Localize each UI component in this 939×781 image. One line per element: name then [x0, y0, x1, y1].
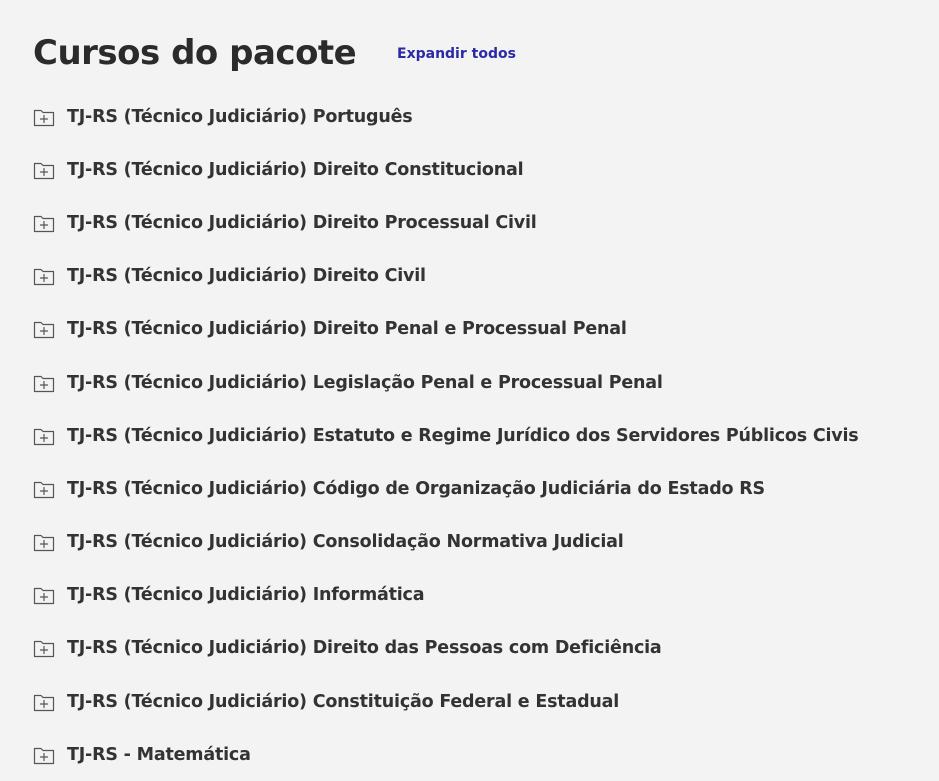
course-label: TJ-RS (Técnico Judiciário) Direito Processual Civil	[67, 212, 537, 233]
course-item[interactable]	[33, 728, 859, 781]
course-item[interactable]	[33, 516, 859, 569]
page-title: Cursos do pacote	[33, 33, 357, 73]
course-label: TJ-RS (Técnico Judiciário) Direito Constitucional	[67, 159, 524, 180]
expand-all-link[interactable]: Expandir todos	[397, 46, 516, 62]
course-item[interactable]	[33, 356, 859, 409]
course-label: TJ-RS (Técnico Judiciário) Legislação Penal e Processual Penal	[67, 372, 663, 393]
course-label: TJ-RS (Técnico Judiciário) Consolidação Normativa Judicial	[67, 532, 624, 553]
folder-plus-icon[interactable]	[33, 585, 55, 605]
course-label: TJ-RS (Técnico Judiciário) Direito das Pessoas com Deficiência	[67, 638, 662, 659]
folder-plus-icon[interactable]	[33, 160, 55, 180]
folder-plus-icon[interactable]	[33, 479, 55, 499]
course-label: TJ-RS (Técnico Judiciário) Constituição Federal e Estadual	[67, 691, 620, 712]
folder-plus-icon[interactable]	[33, 745, 55, 765]
folder-plus-icon[interactable]	[33, 373, 55, 393]
course-label: TJ-RS (Técnico Judiciário) Código de Organização Judiciária do Estado RS	[67, 478, 765, 499]
folder-plus-icon[interactable]	[33, 426, 55, 446]
course-item[interactable]	[33, 303, 859, 356]
course-label: TJ-RS (Técnico Judiciário) Informática	[67, 585, 425, 606]
course-item[interactable]	[33, 250, 859, 303]
course-item[interactable]	[33, 462, 859, 515]
course-label: TJ-RS (Técnico Judiciário) Português	[67, 106, 413, 127]
folder-plus-icon[interactable]	[33, 266, 55, 286]
course-item[interactable]	[33, 143, 859, 196]
folder-plus-icon[interactable]	[33, 107, 55, 127]
course-item[interactable]	[33, 622, 859, 675]
course-list	[33, 90, 859, 781]
course-label: TJ-RS (Técnico Judiciário) Direito Penal e Processual Penal	[67, 319, 627, 340]
folder-plus-icon[interactable]	[33, 213, 55, 233]
section-header	[33, 30, 516, 76]
folder-plus-icon[interactable]	[33, 692, 55, 712]
course-label: TJ-RS (Técnico Judiciário) Estatuto e Regime Jurídico dos Servidores Públicos Civis	[67, 425, 859, 446]
course-item[interactable]	[33, 675, 859, 728]
course-item[interactable]	[33, 90, 859, 143]
course-item[interactable]	[33, 409, 859, 462]
folder-plus-icon[interactable]	[33, 319, 55, 339]
folder-plus-icon[interactable]	[33, 638, 55, 658]
course-item[interactable]	[33, 196, 859, 249]
course-label: TJ-RS (Técnico Judiciário) Direito Civil	[67, 266, 426, 287]
course-label: TJ-RS - Matemática	[67, 744, 251, 765]
course-item[interactable]	[33, 569, 859, 622]
folder-plus-icon[interactable]	[33, 532, 55, 552]
